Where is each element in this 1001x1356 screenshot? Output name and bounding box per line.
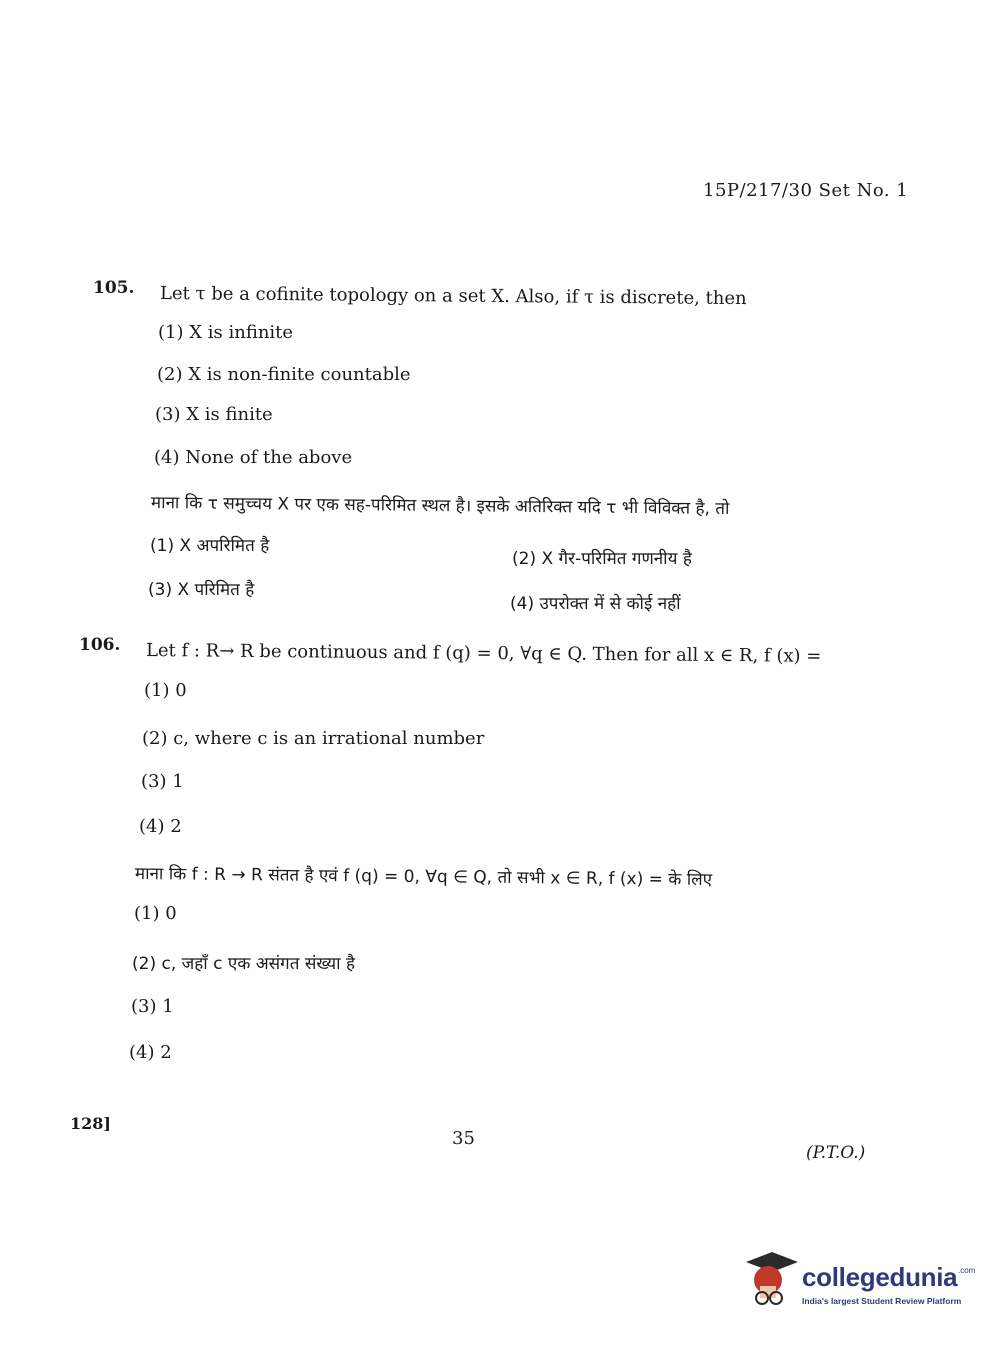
q106-hindi-text: माना कि f : R → R संतत है एवं f (q) = 0, ∀q ∈ Q, तो सभी x ∈ R, f (x) = के लिए bbox=[134, 864, 713, 891]
logo-tagline: India's largest Student Review Platform bbox=[802, 1296, 962, 1306]
question-105-text: Let τ be a cofinite topology on a set X. Also, if τ is discrete, then bbox=[159, 283, 747, 310]
q105-option-3: (3) X is finite bbox=[155, 404, 273, 425]
q105-option-2: (2) X is non-finite countable bbox=[157, 364, 411, 385]
q105-option-1: (1) X is infinite bbox=[158, 322, 294, 343]
q105-hindi-option-4: (4) उपरोक्त में से कोई नहीं bbox=[510, 594, 681, 614]
q106-hindi-option-1: (1) 0 bbox=[134, 903, 177, 924]
question-106-number: 106. bbox=[79, 635, 121, 655]
q105-hindi-option-1: (1) X अपरिमित है bbox=[150, 536, 270, 556]
q105-hindi-option-2: (2) X गैर-परिमित गणनीय है bbox=[512, 549, 692, 569]
q106-option-4: (4) 2 bbox=[139, 816, 182, 837]
q105-option-4: (4) None of the above bbox=[154, 447, 353, 468]
graduate-mascot-icon bbox=[742, 1250, 800, 1310]
q105-hindi-text: माना कि τ समुच्चय X पर एक सह-परिमित स्थल है। इसके अतिरिक्त यदि τ भी विविक्त है, तो bbox=[150, 493, 730, 520]
footer-code: 128] bbox=[70, 1114, 111, 1133]
q106-option-2: (2) c, where c is an irrational number bbox=[142, 728, 485, 749]
q106-hindi-option-3: (3) 1 bbox=[131, 996, 174, 1017]
paper-code: 15P/217/30 Set No. 1 bbox=[703, 180, 909, 201]
q105-hindi-option-3: (3) X परिमित है bbox=[148, 580, 255, 600]
q106-option-1: (1) 0 bbox=[144, 680, 187, 701]
logo-wordmark: collegedunia bbox=[802, 1262, 958, 1292]
question-106-text: Let f : R→ R be continuous and f (q) = 0, ∀q ∈ Q. Then for all x ∈ R, f (x) = bbox=[145, 640, 822, 667]
page-number: 35 bbox=[452, 1128, 475, 1149]
q106-hindi-option-2: (2) c, जहाँ c एक असंगत संख्या है bbox=[132, 954, 355, 974]
q106-option-3: (3) 1 bbox=[141, 771, 184, 792]
question-105-number: 105. bbox=[93, 278, 135, 298]
q106-hindi-option-4: (4) 2 bbox=[129, 1042, 172, 1063]
pto-marker: (P.T.O.) bbox=[806, 1143, 866, 1163]
logo-suffix: .com bbox=[958, 1266, 976, 1275]
